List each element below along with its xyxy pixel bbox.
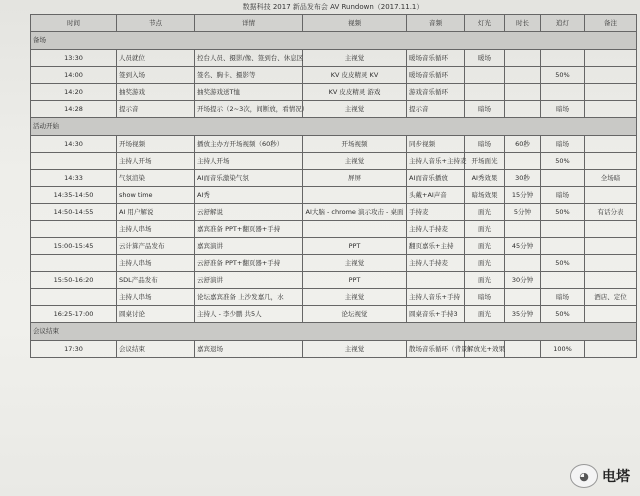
table-cell bbox=[31, 153, 117, 170]
table-cell bbox=[585, 136, 637, 153]
table-cell: 15:00-15:45 bbox=[31, 238, 117, 255]
table-cell: show time bbox=[117, 187, 195, 204]
table-cell: 15:50-16:20 bbox=[31, 272, 117, 289]
column-header: 详情 bbox=[195, 15, 303, 32]
table-cell: 14:30 bbox=[31, 136, 117, 153]
column-header: 节点 bbox=[117, 15, 195, 32]
column-header: 音频 bbox=[407, 15, 465, 32]
table-row bbox=[31, 255, 637, 272]
table-cell: 14:35-14:50 bbox=[31, 187, 117, 204]
table-cell: 开场视频 bbox=[303, 136, 407, 153]
rundown-table bbox=[30, 14, 637, 358]
table-cell bbox=[585, 101, 637, 118]
table-cell: 云计算产品发布 bbox=[117, 238, 195, 255]
table-cell: 会议结束 bbox=[117, 341, 195, 358]
document-title: 数据科技 2017 新品发布会 AV Rundown（2017.11.1） bbox=[242, 3, 424, 11]
table-row bbox=[31, 187, 637, 204]
column-header: 追灯 bbox=[541, 15, 585, 32]
table-cell: 签名、胸卡、摄影等 bbox=[195, 67, 303, 84]
table-cell: 嘉宾演讲 bbox=[195, 238, 303, 255]
section-row bbox=[31, 323, 637, 341]
table-cell: 主持人开场 bbox=[117, 153, 195, 170]
table-cell: 同步视频 bbox=[407, 136, 465, 153]
table-cell bbox=[505, 221, 541, 238]
table-cell: AI而音乐激染气氛 bbox=[195, 170, 303, 187]
table-cell: 云舒解说 bbox=[195, 204, 303, 221]
logo-text: 电塔 bbox=[602, 469, 630, 485]
table-cell bbox=[31, 289, 117, 306]
table-row bbox=[31, 221, 637, 238]
table-cell: 头戴+AI声音 bbox=[407, 187, 465, 204]
table-row bbox=[31, 153, 637, 170]
table-cell: 16:25-17:00 bbox=[31, 306, 117, 323]
table-cell: 论坛视觉 bbox=[303, 306, 407, 323]
wechat-icon: ◕ bbox=[570, 464, 598, 488]
table-cell: 嘉宾退场 bbox=[195, 341, 303, 358]
table-cell bbox=[541, 84, 585, 101]
table-row bbox=[31, 170, 637, 187]
table-row bbox=[31, 341, 637, 358]
table-cell: 主视觉 bbox=[303, 50, 407, 67]
table-cell bbox=[303, 221, 407, 238]
table-cell: 开场提示（2~3次，间断放，看情况） bbox=[195, 101, 303, 118]
table-cell: 面光 bbox=[465, 306, 505, 323]
table-cell: 50% bbox=[541, 306, 585, 323]
table-cell: 暗场 bbox=[465, 101, 505, 118]
table-cell bbox=[585, 255, 637, 272]
table-cell bbox=[505, 153, 541, 170]
table-cell: 60秒 bbox=[505, 136, 541, 153]
table-cell: 主视觉 bbox=[303, 255, 407, 272]
table-cell bbox=[585, 67, 637, 84]
watermark-logo bbox=[570, 464, 630, 488]
table-cell: SDL产品发布 bbox=[117, 272, 195, 289]
table-cell: AI大脑 - chrome 演示攻击 - 桌面 bbox=[303, 204, 407, 221]
table-row bbox=[31, 136, 637, 153]
table-cell: 全场暗 bbox=[585, 170, 637, 187]
table-row bbox=[31, 306, 637, 323]
section-label: 会议结束 bbox=[31, 323, 637, 341]
column-header: 视频 bbox=[303, 15, 407, 32]
table-cell: 50% bbox=[541, 255, 585, 272]
table-cell: 控台人员、摄影/像、签到台、休息区 bbox=[195, 50, 303, 67]
table-cell: 35分钟 bbox=[505, 306, 541, 323]
table-cell: 提示音 bbox=[117, 101, 195, 118]
section-label: 备场 bbox=[31, 32, 637, 50]
table-cell: 圆桌音乐+手持3 bbox=[407, 306, 465, 323]
table-cell: 主视觉 bbox=[303, 341, 407, 358]
table-cell: 14:20 bbox=[31, 84, 117, 101]
table-cell: 开场面光 bbox=[465, 153, 505, 170]
table-cell bbox=[505, 84, 541, 101]
table-cell: 面光 bbox=[465, 238, 505, 255]
table-cell bbox=[541, 238, 585, 255]
table-cell: 游戏音乐循环 bbox=[407, 84, 465, 101]
table-cell: 50% bbox=[541, 67, 585, 84]
table-cell: 云舒准备 PPT+翻页器+手持 bbox=[195, 255, 303, 272]
table-cell: AI秀效果 bbox=[465, 170, 505, 187]
table-row bbox=[31, 84, 637, 101]
table-cell bbox=[505, 101, 541, 118]
table-cell bbox=[541, 50, 585, 67]
table-cell: 100% bbox=[541, 341, 585, 358]
table-row bbox=[31, 204, 637, 221]
table-cell bbox=[407, 272, 465, 289]
table-cell: 暖场音乐循环 bbox=[407, 67, 465, 84]
table-cell bbox=[541, 170, 585, 187]
table-cell bbox=[585, 187, 637, 204]
table-body bbox=[31, 32, 637, 358]
table-cell: KV 皮皮精灵 游戏 bbox=[303, 84, 407, 101]
table-cell bbox=[585, 153, 637, 170]
column-header: 灯光 bbox=[465, 15, 505, 32]
table-cell: 面光 bbox=[465, 204, 505, 221]
table-row bbox=[31, 272, 637, 289]
table-cell: 15分钟 bbox=[505, 187, 541, 204]
table-cell: 14:50-14:55 bbox=[31, 204, 117, 221]
table-cell: 14:00 bbox=[31, 67, 117, 84]
table-cell: 主视觉 bbox=[303, 101, 407, 118]
section-label: 活动开始 bbox=[31, 118, 637, 136]
table-cell: 酒店、定位 bbox=[585, 289, 637, 306]
rundown-sheet bbox=[30, 0, 636, 496]
table-cell: 气氛渲染 bbox=[117, 170, 195, 187]
table-cell bbox=[585, 272, 637, 289]
table-cell: 主持人串场 bbox=[117, 289, 195, 306]
table-cell bbox=[31, 221, 117, 238]
table-cell: 人员就位 bbox=[117, 50, 195, 67]
table-cell: 30分钟 bbox=[505, 272, 541, 289]
table-cell: 主视觉 bbox=[303, 289, 407, 306]
table-cell bbox=[303, 187, 407, 204]
table-cell: 云舒演讲 bbox=[195, 272, 303, 289]
section-row bbox=[31, 32, 637, 50]
table-cell bbox=[505, 341, 541, 358]
table-cell bbox=[541, 221, 585, 238]
table-cell: 主持人串场 bbox=[117, 255, 195, 272]
table-cell bbox=[585, 50, 637, 67]
table-cell bbox=[541, 272, 585, 289]
table-cell: 50% bbox=[541, 204, 585, 221]
table-cell: 14:33 bbox=[31, 170, 117, 187]
table-cell: 签到入场 bbox=[117, 67, 195, 84]
table-cell bbox=[585, 238, 637, 255]
table-cell: 主视觉 bbox=[303, 153, 407, 170]
table-row bbox=[31, 50, 637, 67]
table-cell: 暗场 bbox=[541, 289, 585, 306]
table-cell bbox=[505, 289, 541, 306]
table-cell: 主持人手持麦 bbox=[407, 221, 465, 238]
table-cell bbox=[585, 221, 637, 238]
table-cell: 暖场 bbox=[465, 50, 505, 67]
table-cell: PPT bbox=[303, 238, 407, 255]
section-row bbox=[31, 118, 637, 136]
table-cell: 暗场 bbox=[541, 187, 585, 204]
table-cell: 30秒 bbox=[505, 170, 541, 187]
table-row bbox=[31, 101, 637, 118]
column-header: 时长 bbox=[505, 15, 541, 32]
table-header-row bbox=[31, 15, 637, 32]
table-cell: AI秀 bbox=[195, 187, 303, 204]
table-cell: 50% bbox=[541, 153, 585, 170]
table-cell: AI 用户解说 bbox=[117, 204, 195, 221]
column-header: 时间 bbox=[31, 15, 117, 32]
table-cell: 45分钟 bbox=[505, 238, 541, 255]
table-row bbox=[31, 238, 637, 255]
table-cell: 主持人 - 李少鹏 共5人 bbox=[195, 306, 303, 323]
table-cell bbox=[505, 255, 541, 272]
table-cell: 17:30 bbox=[31, 341, 117, 358]
table-cell: 开场视频 bbox=[117, 136, 195, 153]
table-cell: 14:28 bbox=[31, 101, 117, 118]
table-cell: 提示音 bbox=[407, 101, 465, 118]
table-cell: 主持人音乐+主持麦 bbox=[407, 153, 465, 170]
table-cell: 嘉宾准备 PPT+翻页器+手持 bbox=[195, 221, 303, 238]
table-cell: 面光 bbox=[465, 221, 505, 238]
table-cell bbox=[585, 341, 637, 358]
table-cell: AI而音乐播放 bbox=[407, 170, 465, 187]
table-cell: 暗场 bbox=[541, 101, 585, 118]
table-cell: 解放光+效果 bbox=[465, 341, 505, 358]
table-cell bbox=[505, 50, 541, 67]
table-cell: 13:30 bbox=[31, 50, 117, 67]
table-cell: 暗场 bbox=[465, 136, 505, 153]
table-cell bbox=[465, 67, 505, 84]
table-cell: 有话分表 bbox=[585, 204, 637, 221]
table-cell: 主持人串场 bbox=[117, 221, 195, 238]
table-cell: 暗场 bbox=[541, 136, 585, 153]
table-cell bbox=[585, 306, 637, 323]
table-cell bbox=[505, 67, 541, 84]
table-cell: KV 皮皮精灵 KV bbox=[303, 67, 407, 84]
table-cell: 暗场 bbox=[465, 289, 505, 306]
table-cell: 论坛嘉宾准备 上沙发嘉几，水 bbox=[195, 289, 303, 306]
table-cell: 暖场音乐循环 bbox=[407, 50, 465, 67]
table-cell: 主持人开场 bbox=[195, 153, 303, 170]
table-cell: 散场音乐循环（背景） bbox=[407, 341, 465, 358]
table-row bbox=[31, 67, 637, 84]
table-cell bbox=[585, 84, 637, 101]
table-cell bbox=[465, 84, 505, 101]
table-cell: 面光 bbox=[465, 255, 505, 272]
table-cell: 手持麦 bbox=[407, 204, 465, 221]
table-cell: 屏屏 bbox=[303, 170, 407, 187]
column-header: 备注 bbox=[585, 15, 637, 32]
table-cell: 翻页嘉乐+主持 bbox=[407, 238, 465, 255]
table-cell bbox=[31, 255, 117, 272]
table-cell: 抽奖游戏送T恤 bbox=[195, 84, 303, 101]
table-row bbox=[31, 289, 637, 306]
table-cell: PPT bbox=[303, 272, 407, 289]
table-cell: 圆桌讨论 bbox=[117, 306, 195, 323]
table-cell: 面光 bbox=[465, 272, 505, 289]
table-cell: 主持人手持麦 bbox=[407, 255, 465, 272]
table-cell: 播放主办方开场视频（60秒） bbox=[195, 136, 303, 153]
table-cell: 暗场效果 bbox=[465, 187, 505, 204]
table-cell: 抽奖游戏 bbox=[117, 84, 195, 101]
table-cell: 5分钟 bbox=[505, 204, 541, 221]
table-cell: 主持人音乐+手持 bbox=[407, 289, 465, 306]
